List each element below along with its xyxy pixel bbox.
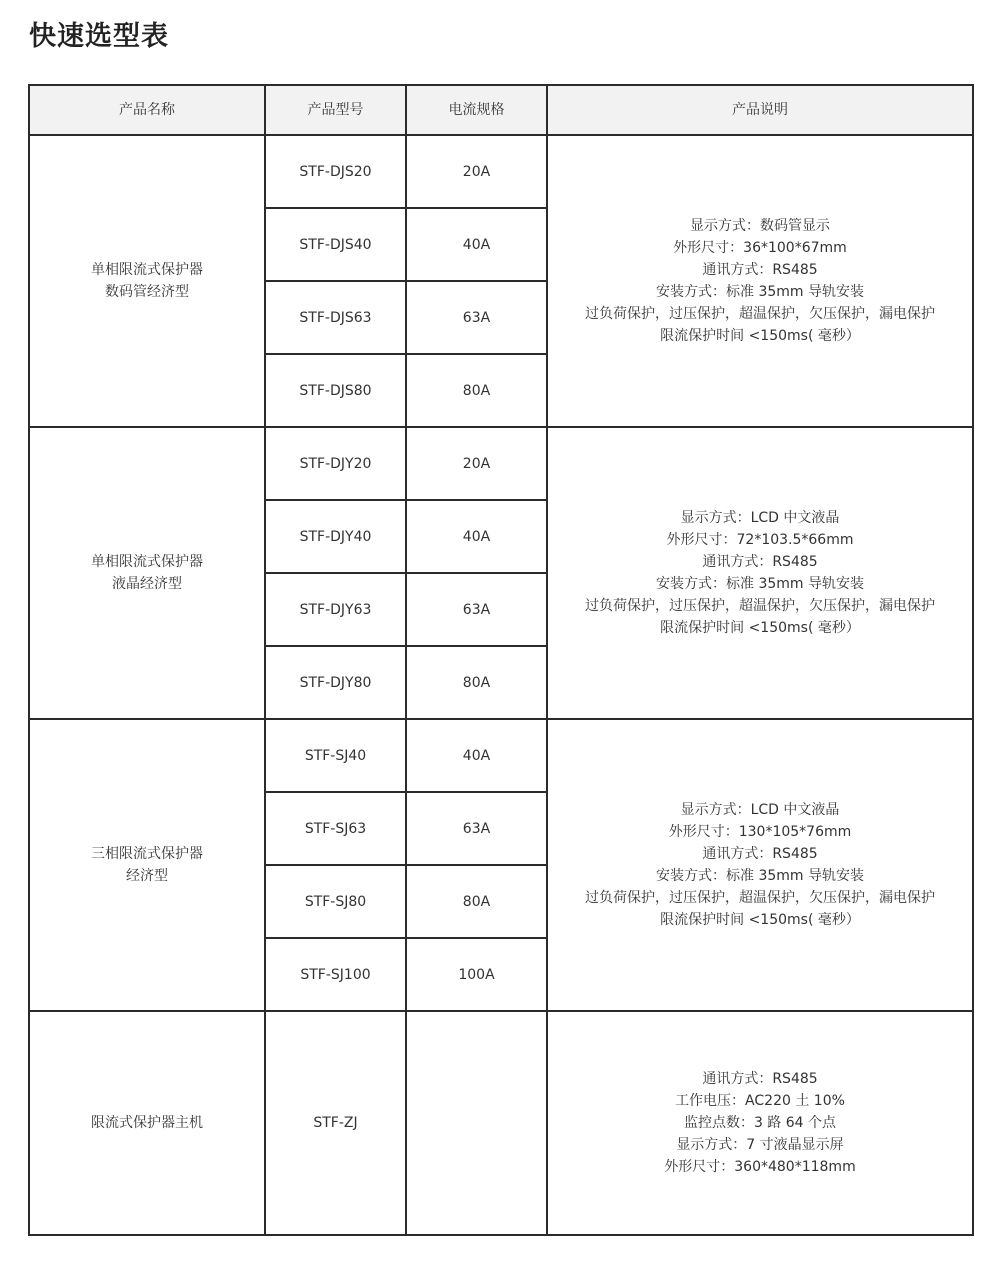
description-cell: 显示方式：LCD 中文液晶 外形尺寸：72*103.5*66mm 通讯方式：RS485 安装方式：标准 35mm 导轨安装 过负荷保护，过压保护，超温保护，欠压保护，漏电保护 限流保护时间 <150ms( 毫秒） [547,427,973,719]
model-cell: STF-SJ40 [265,719,406,792]
table-row [29,719,973,792]
current-cell: 40A [406,719,547,792]
product-name-cell: 三相限流式保护器 经济型 [29,719,265,1011]
model-cell: STF-DJS40 [265,208,406,281]
current-cell: 80A [406,354,547,427]
model-cell: STF-DJY20 [265,427,406,500]
current-cell: 80A [406,865,547,938]
table-row [29,135,973,208]
description-cell: 通讯方式：RS485 工作电压：AC220 土 10% 监控点数：3 路 64 个点 显示方式：7 寸液晶显示屏 外形尺寸：360*480*118mm [547,1011,973,1235]
page-title: 快速选型表 [29,21,169,52]
current-cell: 63A [406,792,547,865]
model-cell: STF-DJS80 [265,354,406,427]
current-cell: 20A [406,427,547,500]
model-cell: STF-DJS63 [265,281,406,354]
current-cell: 100A [406,938,547,1011]
model-cell: STF-SJ80 [265,865,406,938]
model-cell: STF-DJY80 [265,646,406,719]
header-row [29,85,973,135]
current-cell: 40A [406,500,547,573]
model-cell: STF-DJS20 [265,135,406,208]
description-cell: 显示方式：LCD 中文液晶 外形尺寸：130*105*76mm 通讯方式：RS485 安装方式：标准 35mm 导轨安装 过负荷保护，过压保护，超温保护，欠压保护，漏电保护 限流保护时间 <150ms( 毫秒） [547,719,973,1011]
model-cell: STF-ZJ [265,1011,406,1235]
model-cell: STF-DJY40 [265,500,406,573]
model-cell: STF-DJY63 [265,573,406,646]
selection-table [28,84,974,1236]
current-cell: 80A [406,646,547,719]
product-name-cell: 单相限流式保护器 数码管经济型 [29,135,265,427]
table-row [29,1011,973,1235]
table-row [29,427,973,500]
product-name-cell: 限流式保护器主机 [29,1011,265,1235]
current-cell: 20A [406,135,547,208]
current-cell: 63A [406,281,547,354]
description-cell: 显示方式：数码管显示 外形尺寸：36*100*67mm 通讯方式：RS485 安装方式：标准 35mm 导轨安装 过负荷保护，过压保护，超温保护，欠压保护，漏电保护 限流保护时间 <150ms( 毫秒） [547,135,973,427]
product-name-cell: 单相限流式保护器 液晶经济型 [29,427,265,719]
model-cell: STF-SJ63 [265,792,406,865]
current-cell: 63A [406,573,547,646]
current-cell [406,1011,547,1235]
header-current-spec: 电流规格 [406,85,547,135]
header-product-name: 产品名称 [29,85,265,135]
current-cell: 40A [406,208,547,281]
header-product-model: 产品型号 [265,85,406,135]
model-cell: STF-SJ100 [265,938,406,1011]
header-product-description: 产品说明 [547,85,973,135]
